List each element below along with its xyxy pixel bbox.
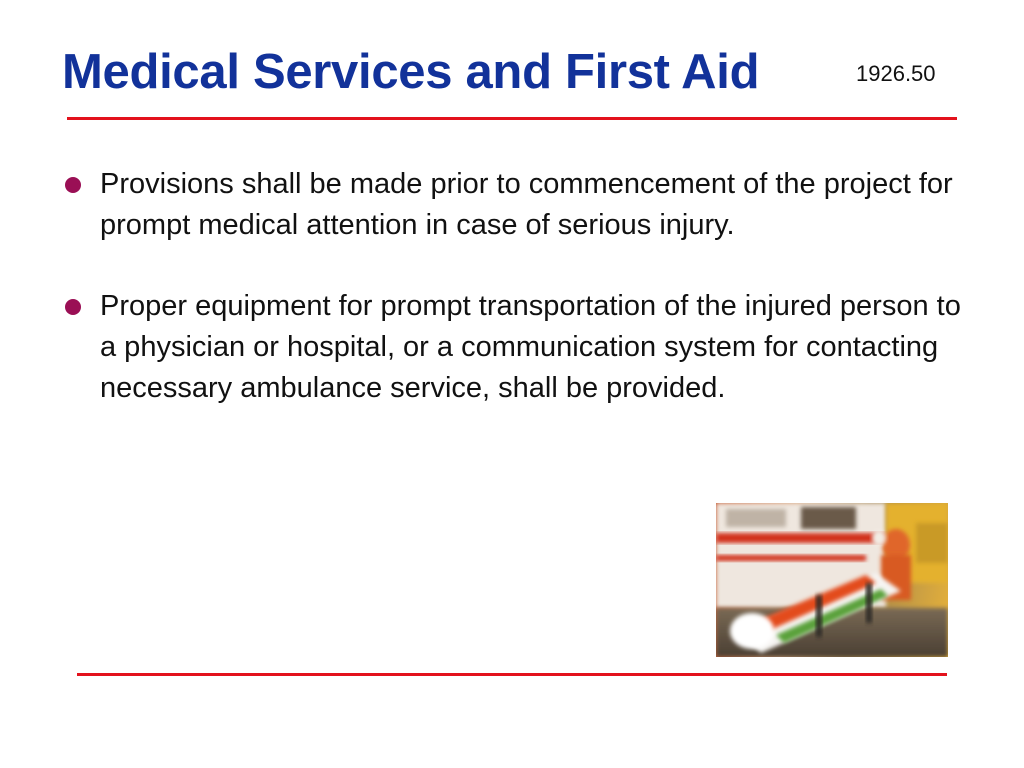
ambulance-stretcher-illustration [716,503,948,657]
top-divider [67,117,957,120]
bullet-text: Proper equipment for prompt transportation of the injured person to a physician or hospital, or a communication system for contacting necessary ambulance service, shall be provided. [100,290,961,404]
bullet-icon [65,299,81,315]
standard-code: 1926.50 [856,61,936,86]
bottom-divider [77,673,947,676]
bullet-item [62,286,962,409]
bullet-item [62,164,962,246]
slide-title: Medical Services and First Aid [62,45,760,99]
bullet-list [62,164,962,449]
bullet-text: Provisions shall be made prior to commencement of the project for prompt medical attention in case of serious injury. [100,168,953,241]
bullet-icon [65,177,81,193]
ambulance-stretcher-photo [716,503,948,657]
